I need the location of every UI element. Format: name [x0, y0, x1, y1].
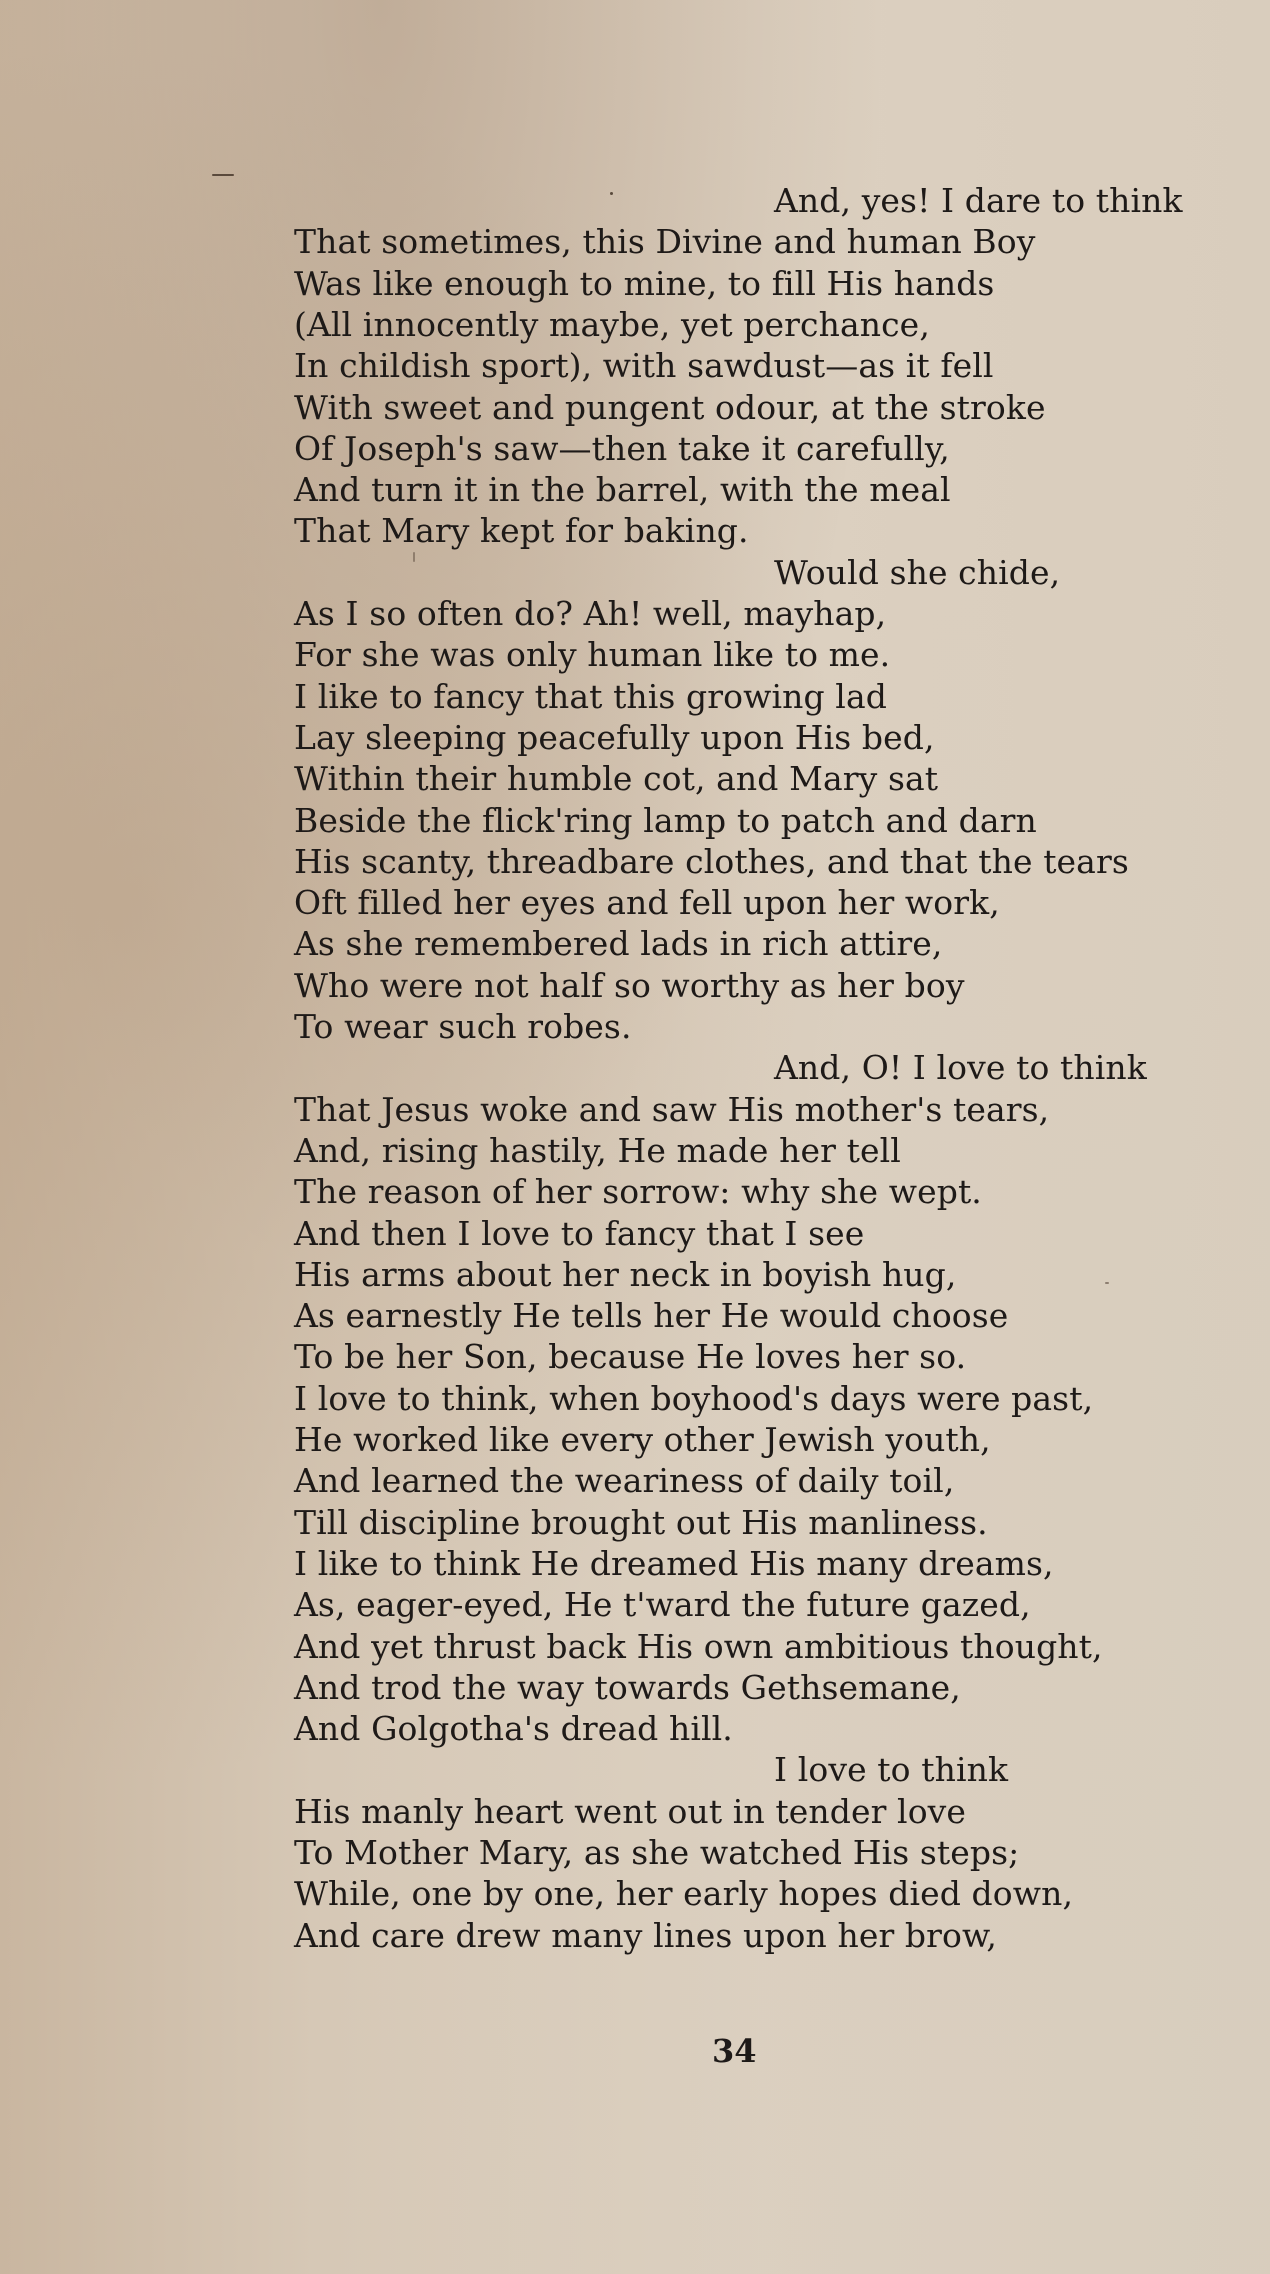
- poem-line: As I so often do? Ah! well, mayhap,: [294, 594, 887, 633]
- poem-line: To be her Son, because He loves her so.: [294, 1337, 967, 1377]
- poem-line: He worked like every other Jewish youth,: [294, 1420, 991, 1459]
- paper-mark: [610, 192, 613, 195]
- poem-line: And then I love to fancy that I see: [294, 1213, 865, 1253]
- poem-line: Who were not half so worthy as her boy: [294, 965, 965, 1005]
- poem-line: Was like enough to mine, to fill His hands: [294, 263, 995, 303]
- poem-line: That Mary kept for baking.: [294, 511, 749, 551]
- poem-line: (All innocently maybe, yet perchance,: [294, 304, 930, 344]
- poem-line: Oft filled her eyes and fell upon her work,: [294, 883, 1000, 923]
- poem-line: That sometimes, this Divine and human Boy: [294, 222, 1036, 262]
- poem-line: And care drew many lines upon her brow,: [294, 1915, 998, 1955]
- poem-line: The reason of her sorrow: why she wept.: [294, 1172, 982, 1212]
- poem-line: Lay sleeping peacefully upon His bed,: [294, 717, 935, 757]
- poem-line: I like to think He dreamed His many dreams,: [294, 1543, 1054, 1583]
- poem-line: And, rising hastily, He made her tell: [294, 1130, 901, 1170]
- poem-line: For she was only human like to me.: [294, 635, 891, 675]
- poem-line: His scanty, threadbare clothes, and that the tears: [294, 841, 1129, 881]
- poem-line: Till discipline brought out His manliness.: [294, 1502, 988, 1542]
- poem-line-indented: And, O! I love to think: [774, 1048, 1147, 1088]
- poem-line: To Mother Mary, as she watched His steps;: [294, 1833, 1020, 1872]
- poem-line-indented: Would she chide,: [774, 552, 1061, 592]
- poem-line: To wear such robes.: [294, 1007, 632, 1046]
- paper-mark: [413, 552, 415, 562]
- poem-line: And Golgotha's dread hill.: [294, 1709, 733, 1749]
- page-number: 34: [712, 2032, 757, 2070]
- paper-mark: [1105, 1282, 1109, 1284]
- poem-line: I love to think, when boyhood's days were past,: [294, 1378, 1094, 1418]
- poem-line: As she remembered lads in rich attire,: [294, 924, 943, 964]
- poem-line: And turn it in the barrel, with the meal: [294, 470, 951, 510]
- paper-mark: [212, 174, 234, 176]
- poem-line: With sweet and pungent odour, at the stroke: [294, 387, 1046, 427]
- poem-line: And learned the weariness of daily toil,: [294, 1461, 955, 1501]
- poem-line: Of Joseph's saw—then take it carefully,: [294, 428, 950, 468]
- poem-line: Within their humble cot, and Mary sat: [294, 759, 939, 799]
- poem-line: While, one by one, her early hopes died down,: [294, 1874, 1074, 1914]
- poem-line-indented: And, yes! I dare to think: [774, 181, 1183, 220]
- poem-line: And trod the way towards Gethsemane,: [294, 1667, 961, 1707]
- poem-line: In childish sport), with sawdust—as it fell: [294, 346, 994, 386]
- poem-line: That Jesus woke and saw His mother's tears,: [294, 1089, 1050, 1129]
- poem-line: Beside the flick'ring lamp to patch and darn: [294, 800, 1037, 840]
- poem-line: I like to fancy that this growing lad: [294, 676, 887, 716]
- poem-line: His manly heart went out in tender love: [294, 1791, 967, 1831]
- poem-line: His arms about her neck in boyish hug,: [294, 1254, 957, 1294]
- poem-line: As earnestly He tells her He would choose: [294, 1296, 1009, 1336]
- poem-line: And yet thrust back His own ambitious thought,: [294, 1626, 1103, 1666]
- poem-line-indented: I love to think: [774, 1750, 1009, 1790]
- poem-line: As, eager-eyed, He t'ward the future gazed,: [294, 1585, 1031, 1625]
